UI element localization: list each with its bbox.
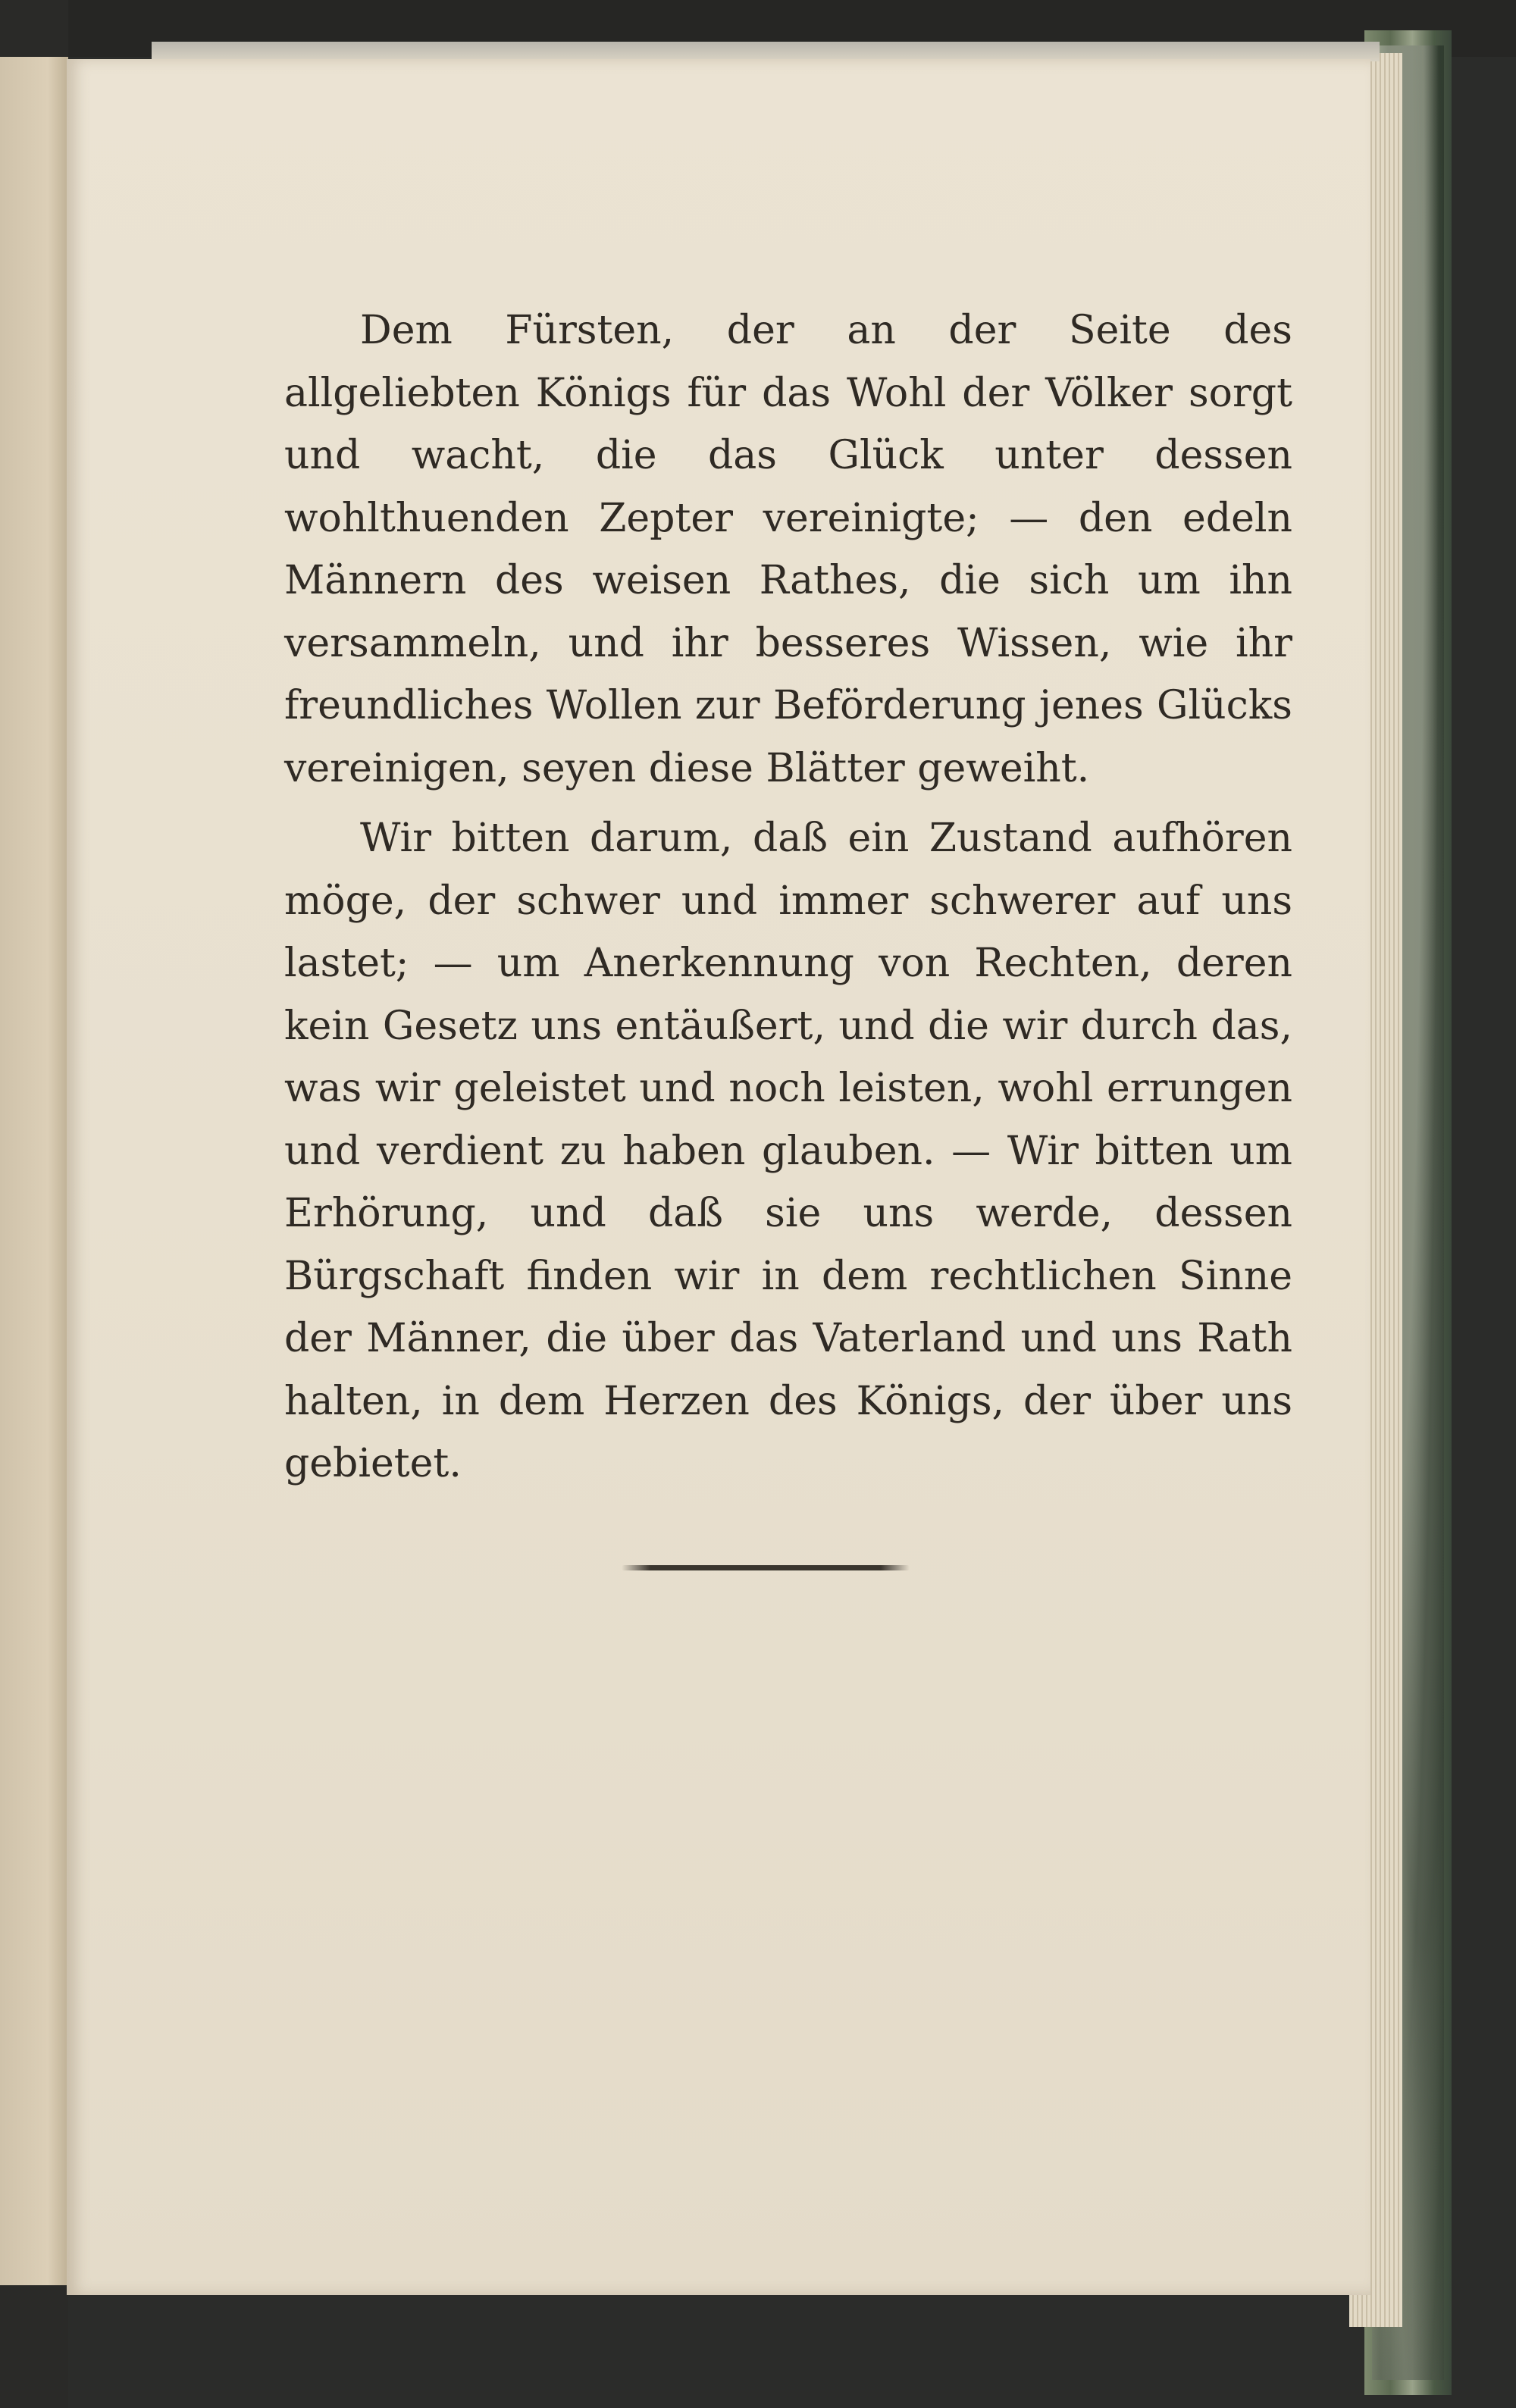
closing-rule bbox=[622, 1565, 910, 1570]
previous-page-edge bbox=[0, 57, 68, 2285]
page-text bbox=[284, 299, 1292, 1495]
paragraph-petition: Wir bitten darum, daß ein Zustand aufhören möge, der schwer und immer schwerer auf uns lastet; — um Anerkennung von Rechten, deren kein Gesetz uns entäußert, und die wir durch das, was wir geleistet und noch leisten, wohl errungen und verdient zu haben glauben. — Wir bitten um Erhörung, und daß sie uns werde, dessen Bürgschaft finden wir in dem rechtlichen Sinne der Männer, die über das Vaterland und uns Rath halten, in dem Herzen des Königs, der über uns gebietet. bbox=[284, 816, 1292, 1486]
paragraph-dedication: Dem Fürsten, der an der Seite des allgeliebten Königs für das Wohl der Völker sorgt und wacht, die das Glück unter dessen wohlthuenden Zepter vereinigte; — den edeln Männern des weisen Rathes, die sich um ihn versammeln, und ihr besseres Wissen, wie ihr freundliches Wollen zur Beförderung jenes Glücks vereinigen, seyen diese Blätter geweiht. bbox=[284, 308, 1292, 791]
